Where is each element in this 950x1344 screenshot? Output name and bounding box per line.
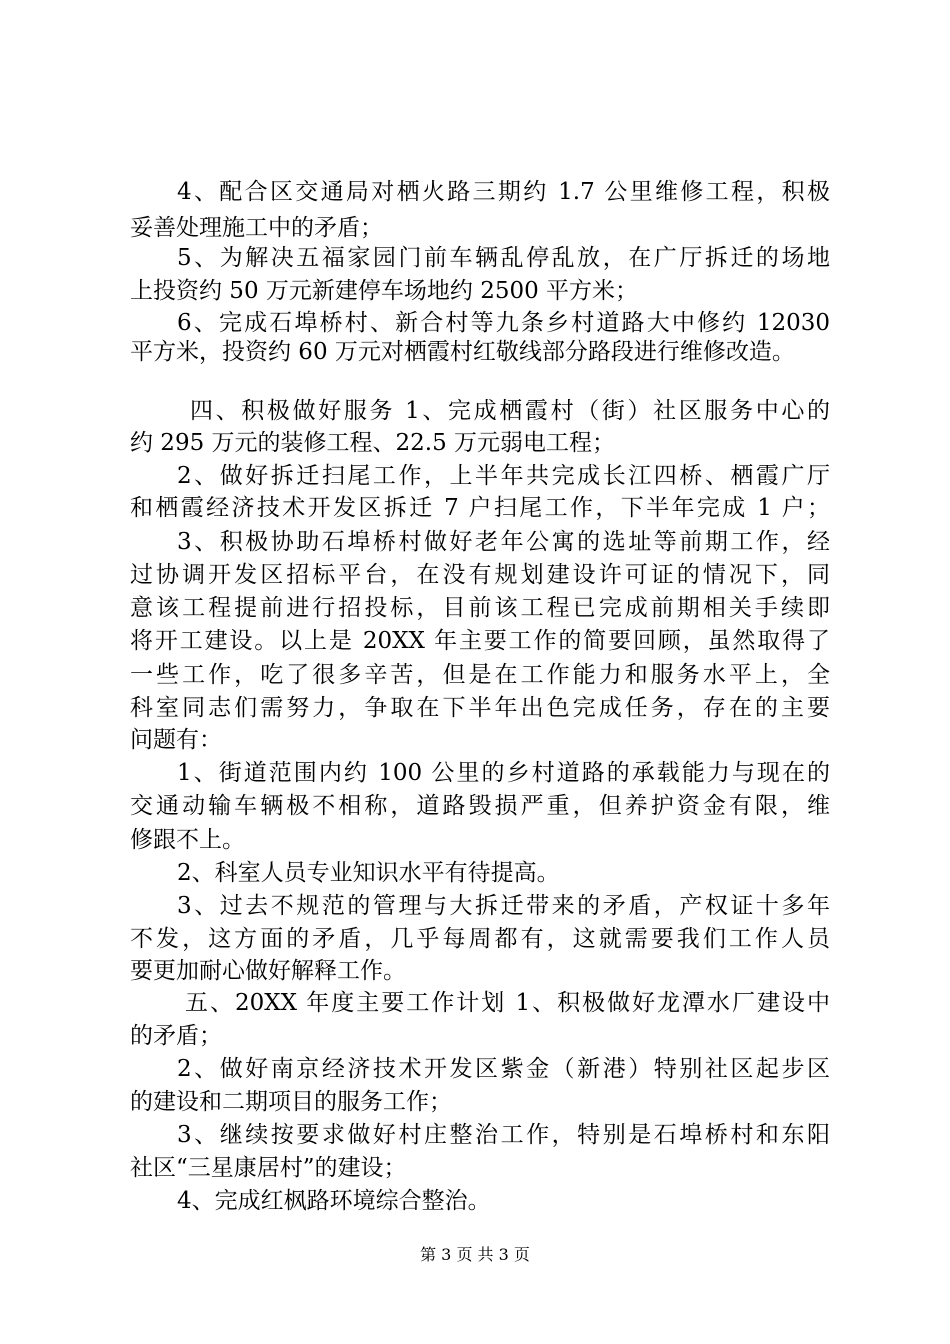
paragraph-line: 和栖霞经济技术开发区拆迁 7 户扫尾工作，下半年完成 1 户； xyxy=(130,495,830,521)
paragraph-line: 社区“三星康居村”的建设； xyxy=(130,1155,407,1181)
paragraph-line: 的建设和二期项目的服务工作； xyxy=(130,1089,452,1115)
page-number-footer: 第 3 页 共 3 页 xyxy=(420,1245,530,1264)
paragraph-line: 约 295 万元的装修工程、22.5 万元弱电工程； xyxy=(130,430,616,456)
paragraph-line: 一些工作，吃了很多辛苦，但是在工作能力和服务水平上，全 xyxy=(130,662,830,688)
paragraph-line: 4、完成红枫路环境综合整治。 xyxy=(177,1188,491,1214)
paragraph-line: 意该工程提前进行招投标，目前该工程已完成前期相关手续即 xyxy=(130,595,830,621)
paragraph-line: 2、科室人员专业知识水平有待提高。 xyxy=(177,860,560,886)
paragraph-line: 2、做好南京经济技术开发区紫金（新港）特别社区起步区 xyxy=(177,1056,830,1082)
paragraph-line: 不发，这方面的矛盾，几乎每周都有，这就需要我们工作人员 xyxy=(130,926,830,952)
paragraph-line: 问题有： xyxy=(130,727,222,753)
paragraph-line: 3、继续按要求做好村庄整治工作，特别是石埠桥村和东阳 xyxy=(177,1122,830,1148)
paragraph-line: 平方米，投资约 60 万元对栖霞村红敬线部分路段进行维修改造。 xyxy=(130,339,795,365)
paragraph-line: 科室同志们需努力，争取在下半年出色完成任务，存在的主要 xyxy=(130,695,830,721)
section-heading-line: 五、20XX 年度主要工作计划 1、积极做好龙潭水厂建设中 xyxy=(185,990,830,1016)
paragraph-line: 交通动输车辆极不相称，道路毁损严重，但养护资金有限，维 xyxy=(130,793,830,819)
paragraph-line: 过协调开发区招标平台，在没有规划建设许可证的情况下，同 xyxy=(130,562,830,588)
paragraph-line: 4、配合区交通局对栖火路三期约 1.7 公里维修工程，积极 xyxy=(177,179,830,205)
paragraph-line: 1、街道范围内约 100 公里的乡村道路的承载能力与现在的 xyxy=(177,760,830,786)
section-heading-line: 四、积极做好服务 1、完成栖霞村（街）社区服务中心的 xyxy=(190,398,830,424)
paragraph-line: 2、做好拆迁扫尾工作，上半年共完成长江四桥、栖霞广厅 xyxy=(177,463,830,489)
paragraph-line: 3、过去不规范的管理与大拆迁带来的矛盾，产权证十多年 xyxy=(177,893,830,919)
paragraph-line: 的矛盾； xyxy=(130,1023,222,1049)
paragraph-line: 修跟不上。 xyxy=(130,827,245,853)
paragraph-line: 妥善处理施工中的矛盾； xyxy=(130,215,383,241)
paragraph-line: 3、积极协助石埠桥村做好老年公寓的选址等前期工作，经 xyxy=(177,529,830,555)
paragraph-line: 6、完成石埠桥村、新合村等九条乡村道路大中修约 12030 xyxy=(177,310,830,336)
paragraph-line: 上投资约 50 万元新建停车场地约 2500 平方米； xyxy=(130,278,639,304)
paragraph-line: 将开工建设。以上是 20XX 年主要工作的简要回顾，虽然取得了 xyxy=(130,628,830,654)
paragraph-line: 要更加耐心做好解释工作。 xyxy=(130,958,406,984)
paragraph-line: 5、为解决五福家园门前车辆乱停乱放，在广厅拆迁的场地 xyxy=(177,245,830,271)
